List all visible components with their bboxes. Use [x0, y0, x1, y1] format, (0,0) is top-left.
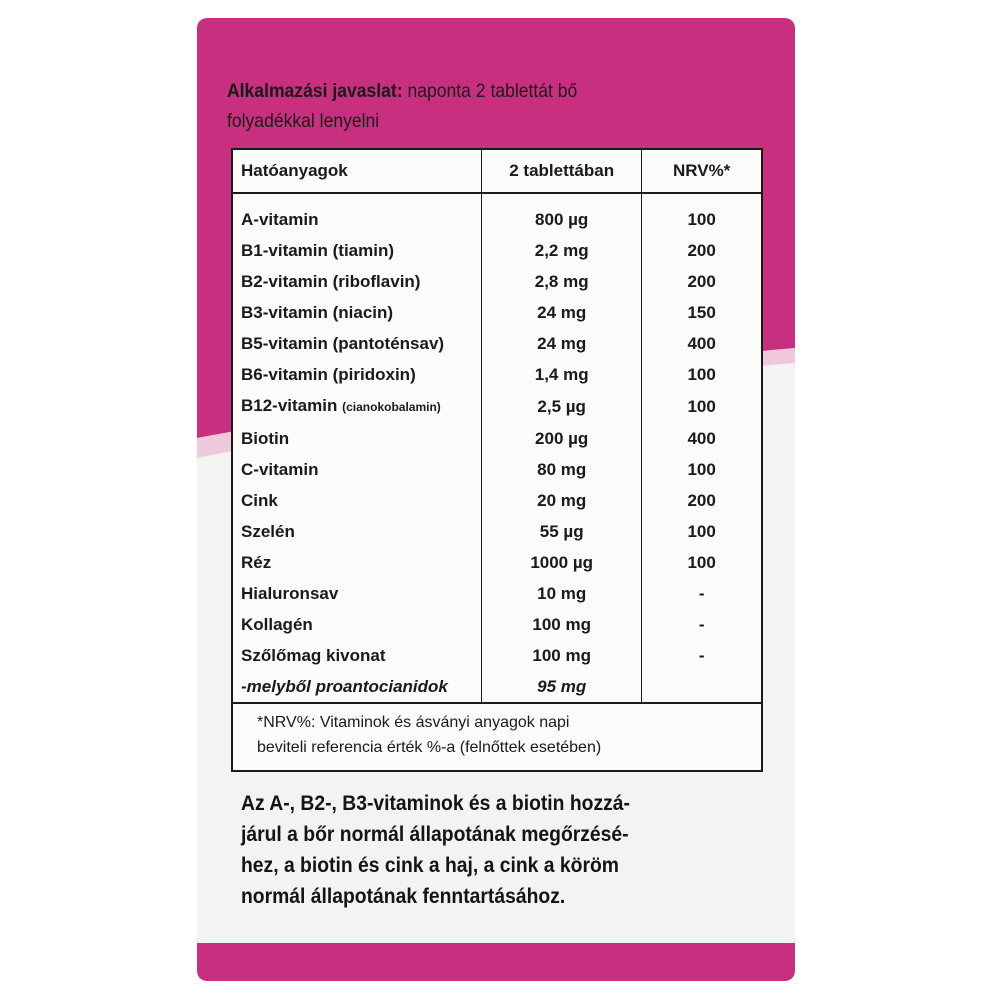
ingredient-nrv: - — [642, 578, 762, 609]
table-row — [232, 359, 762, 390]
ingredient-name-cell — [232, 390, 482, 423]
ingredient-amount: 2,5 µg — [482, 390, 642, 423]
claim-line1: Az A-, B2-, B3-vitaminok és a biotin hozzá- — [241, 792, 630, 815]
ingredient-name: B1-vitamin (tiamin) — [232, 235, 482, 266]
ingredient-amount: 100 mg — [482, 609, 642, 640]
ingredient-nrv: 200 — [642, 235, 762, 266]
table-footnote-row — [232, 703, 762, 771]
ingredient-nrv: 400 — [642, 423, 762, 454]
table-row — [232, 516, 762, 547]
table-row — [232, 485, 762, 516]
ingredient-name: Biotin — [232, 423, 482, 454]
ingredient-amount: 2,8 mg — [482, 266, 642, 297]
table-row — [232, 423, 762, 454]
ingredient-amount: 1,4 mg — [482, 359, 642, 390]
claim-line2: járul a bőr normál állapotának megőrzésé- — [241, 823, 629, 846]
ingredient-name: A-vitamin — [232, 193, 482, 235]
ingredient-nrv: 400 — [642, 328, 762, 359]
table-row — [232, 578, 762, 609]
ingredient-name-note: (cianokobalamin) — [342, 400, 441, 414]
ingredient-nrv: 150 — [642, 297, 762, 328]
footnote-line2: beviteli referencia érték %-a (felnőttek esetében) — [257, 739, 602, 756]
health-claim — [241, 788, 756, 912]
table-row — [232, 640, 762, 671]
nrv-footnote — [232, 703, 762, 771]
nutrition-table — [231, 148, 763, 772]
ingredient-nrv: 200 — [642, 266, 762, 297]
ingredient-amount: 80 mg — [482, 454, 642, 485]
table-row — [232, 297, 762, 328]
ingredient-nrv: 100 — [642, 547, 762, 578]
ingredient-name: Hialuronsav — [232, 578, 482, 609]
label-panel — [197, 18, 795, 981]
ingredient-nrv: 100 — [642, 193, 762, 235]
ingredient-name: Szelén — [232, 516, 482, 547]
header-ingredients: Hatóanyagok — [232, 149, 482, 193]
ingredient-name: B2-vitamin (riboflavin) — [232, 266, 482, 297]
ingredient-amount: 95 mg — [482, 671, 642, 703]
table-row — [232, 328, 762, 359]
table-header-row — [232, 149, 762, 193]
ingredient-name: -melyből proantocianidok — [232, 671, 482, 703]
ingredient-amount: 2,2 mg — [482, 235, 642, 266]
ingredient-name: Réz — [232, 547, 482, 578]
claim-line3: hez, a biotin és cink a haj, a cink a köröm — [241, 854, 619, 877]
ingredient-nrv: 100 — [642, 390, 762, 423]
ingredient-nrv: - — [642, 609, 762, 640]
table-row — [232, 193, 762, 235]
ingredient-amount: 55 µg — [482, 516, 642, 547]
ingredient-amount: 24 mg — [482, 297, 642, 328]
usage-label: Alkalmazási javaslat: — [227, 80, 403, 102]
header-nrv: NRV%* — [642, 149, 762, 193]
ingredient-nrv: 100 — [642, 454, 762, 485]
ingredient-amount: 200 µg — [482, 423, 642, 454]
ingredient-amount: 800 µg — [482, 193, 642, 235]
table-row — [232, 390, 762, 423]
claim-line4: normál állapotának fenntartásához. — [241, 885, 566, 908]
table-row — [232, 547, 762, 578]
ingredient-name: B6-vitamin (piridoxin) — [232, 359, 482, 390]
ingredient-amount: 24 mg — [482, 328, 642, 359]
ingredient-nrv: - — [642, 640, 762, 671]
ingredient-name: C-vitamin — [232, 454, 482, 485]
ingredient-amount: 10 mg — [482, 578, 642, 609]
table-row — [232, 454, 762, 485]
ingredient-name: B12-vitamin — [241, 396, 338, 415]
table-row — [232, 235, 762, 266]
ingredient-amount: 1000 µg — [482, 547, 642, 578]
ingredient-amount: 100 mg — [482, 640, 642, 671]
ingredient-name: B5-vitamin (pantoténsav) — [232, 328, 482, 359]
table-row — [232, 609, 762, 640]
ingredient-amount: 20 mg — [482, 485, 642, 516]
ingredient-nrv: 200 — [642, 485, 762, 516]
header-amount: 2 tablettában — [482, 149, 642, 193]
footnote-line1: *NRV%: Vitaminok és ásványi anyagok napi — [257, 714, 570, 731]
table-row — [232, 671, 762, 703]
usage-recommendation — [227, 76, 695, 136]
ingredient-nrv: 100 — [642, 359, 762, 390]
ingredient-name: Szőlőmag kivonat — [232, 640, 482, 671]
magenta-footer-band — [197, 943, 795, 981]
table-row — [232, 266, 762, 297]
ingredient-nrv: 100 — [642, 516, 762, 547]
ingredient-name: Cink — [232, 485, 482, 516]
ingredient-name: B3-vitamin (niacin) — [232, 297, 482, 328]
ingredient-nrv — [642, 671, 762, 703]
usage-text-line2: folyadékkal lenyelni — [227, 110, 380, 132]
usage-text-line1: naponta 2 tablettát bő — [407, 80, 578, 102]
ingredient-name: Kollagén — [232, 609, 482, 640]
